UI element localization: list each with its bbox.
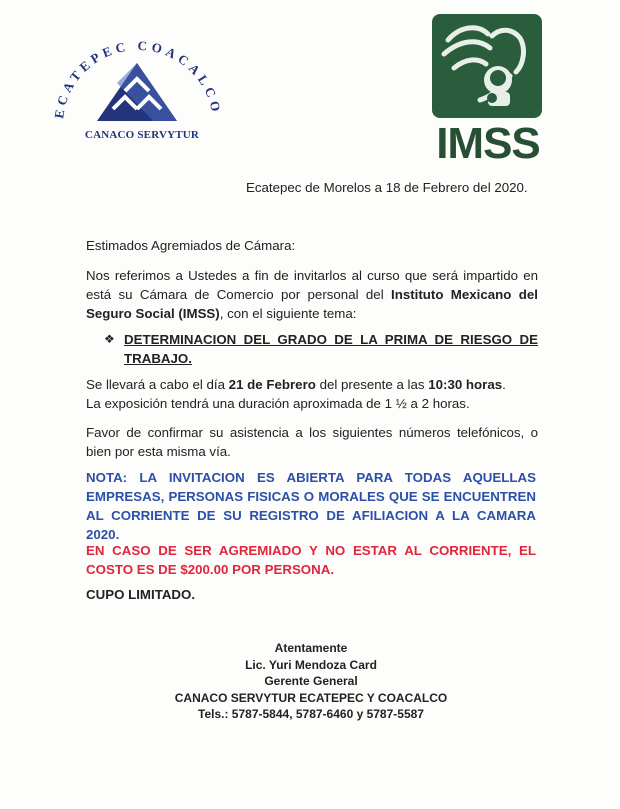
- intro-paragraph: Nos referimos a Ustedes a fin de invitarlos al curso que será impartido en está su Cámara de Comercio por personal del Instituto Mexicano del Seguro Social (IMSS), con el siguiente tema:: [86, 268, 538, 321]
- schedule-paragraph: Se llevará a cabo el día 21 de Febrero del presente a las 10:30 horas. La exposición tendrá una duración aproximada de 1 ½ a 2 horas.: [86, 377, 506, 411]
- imss-name: Instituto Mexicano del Seguro Social (IMSS): [86, 287, 538, 321]
- canaco-caption: CANACO SERVYTUR: [84, 129, 200, 141]
- phone-numbers: Tels.: 5787-5844, 5787-6460 y 5787-5587: [198, 707, 424, 722]
- canaco-arc-text: ECATEPEC COACALCO: [51, 37, 225, 120]
- confirm-paragraph: Favor de confirmar su asistencia a los siguientes números telefónicos, o bien por esta misma vía.: [86, 425, 538, 459]
- cost-paragraph: EN CASO DE SER AGREMIADO Y NO ESTAR AL CORRIENTE, EL COSTO ES DE $200.00 POR PERSONA.: [86, 543, 536, 577]
- organization: CANACO SERVYTUR ECATEPEC Y COACALCO: [174, 690, 448, 705]
- canaco-emblem: [45, 25, 230, 135]
- date-line: Ecatepec de Morelos a 18 de Febrero del 2020.: [246, 180, 528, 195]
- signer-name: Lic. Yuri Mendoza Card: [245, 657, 377, 672]
- event-time: 10:30 horas: [428, 377, 503, 392]
- imss-wordmark: IMSS: [436, 119, 540, 168]
- nota-paragraph: NOTA: LA INVITACION ES ABIERTA PARA TODAS AQUELLAS EMPRESAS, PERSONAS FISICAS O MORALES QUE SE ENCUENTREN AL CORRIENTE DE SU REGISTRO DE AFILIACION A LA CAMARA 2020.: [86, 470, 536, 542]
- greeting: Estimados Agremiados de Cámara:: [86, 238, 296, 253]
- signature-block: [86, 640, 536, 723]
- imss-logo: [426, 14, 550, 168]
- canaco-logo: [45, 25, 230, 150]
- topic-title: DETERMINACION DEL GRADO DE LA PRIMA DE RIESGO DE TRABAJO.: [124, 332, 538, 366]
- duration-line: La exposición tendrá una duración aproximada de 1 ½ a 2 horas.: [86, 396, 470, 411]
- imss-eagle-icon: [432, 14, 542, 118]
- diamond-bullet-icon: ❖: [104, 332, 115, 346]
- signer-role: Gerente General: [264, 674, 358, 689]
- closing: Atentamente: [274, 641, 348, 655]
- event-date: 21 de Febrero: [228, 377, 316, 392]
- limited-notice: CUPO LIMITADO.: [86, 587, 196, 602]
